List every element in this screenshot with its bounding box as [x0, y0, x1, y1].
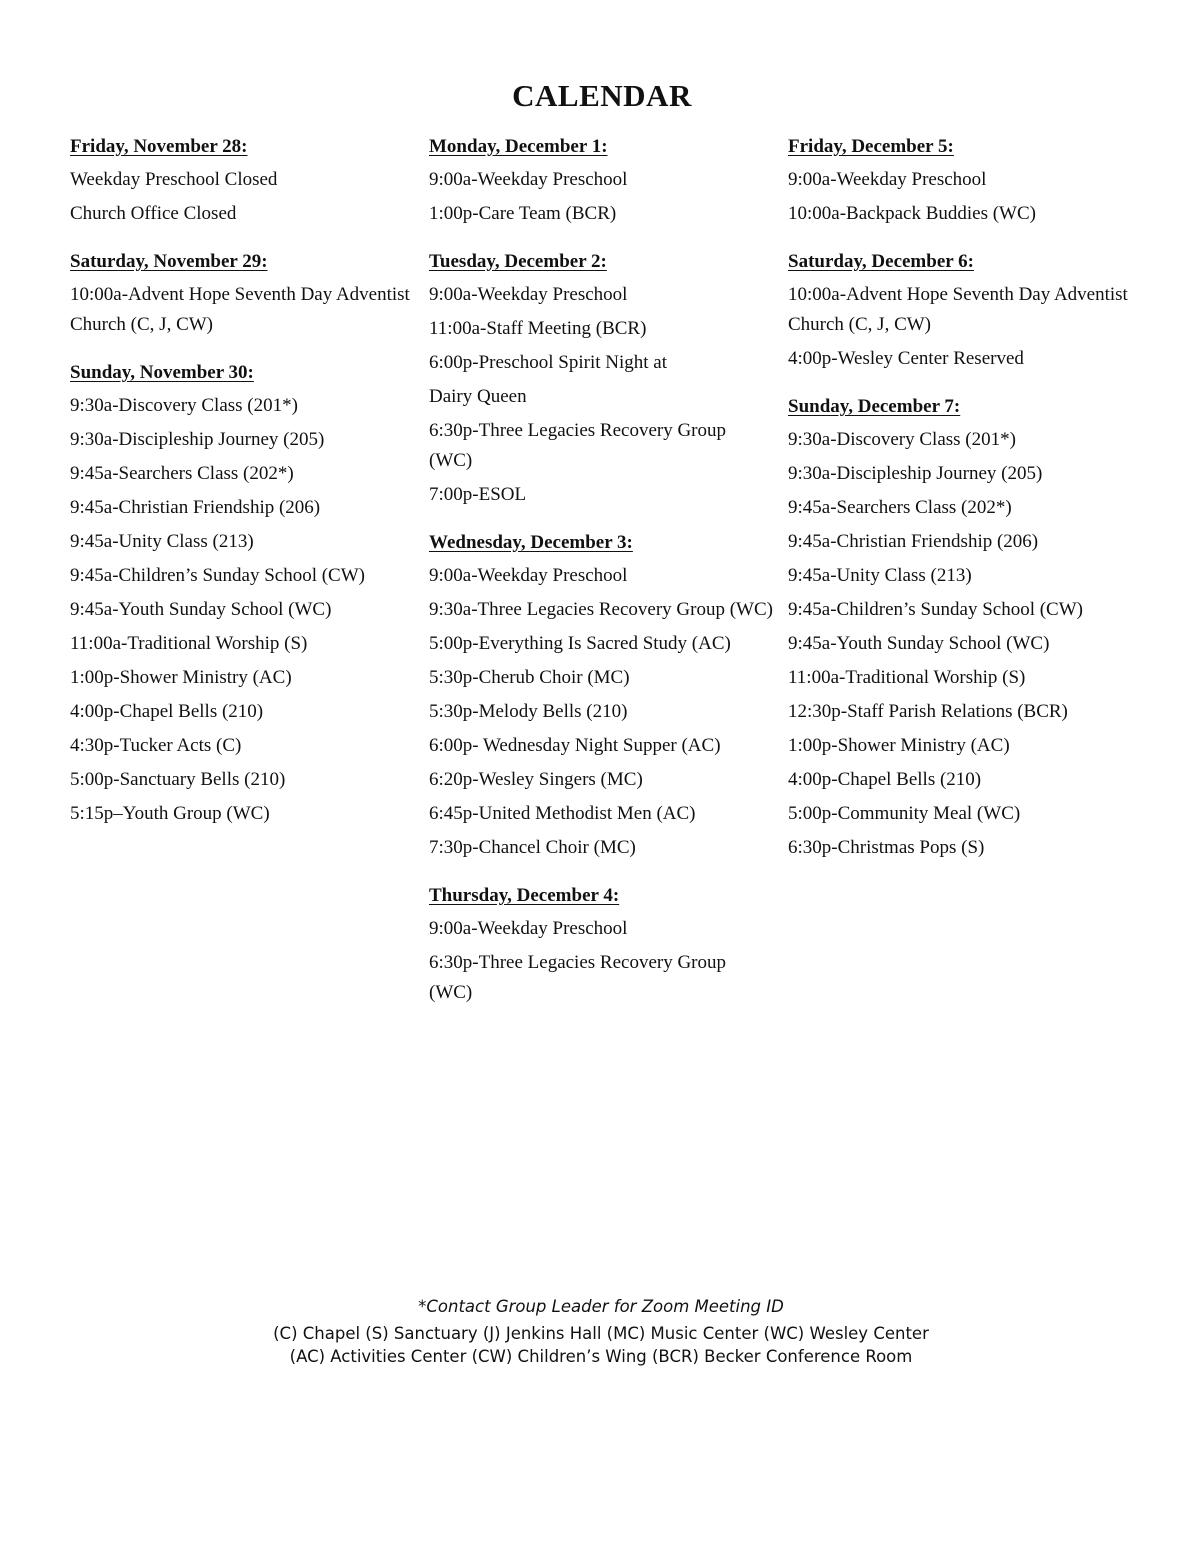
event-item: 9:45a-Children’s Sunday School (CW) [70, 565, 365, 586]
day-block [70, 247, 410, 340]
event-item: 9:30a-Discipleship Journey (205) [788, 463, 1043, 484]
location-legend-line-1: (C) Chapel (S) Sanctuary (J) Jenkins Hall (MC) Music Center (WC) Wesley Center [273, 1324, 929, 1343]
event-item: 7:30p-Chancel Choir (MC) [429, 837, 636, 858]
event-item: 4:00p-Chapel Bells (210) [70, 701, 264, 722]
day-block [429, 528, 774, 863]
event-item: 9:00a-Weekday Preschool [429, 918, 628, 939]
event-item: 10:00a-Backpack Buddies (WC) [788, 203, 1036, 224]
event-item: 9:45a-Searchers Class (202*) [70, 463, 294, 484]
event-item: 9:45a-Children’s Sunday School (CW) [788, 599, 1083, 620]
day-block [429, 132, 774, 229]
event-item: 9:00a-Weekday Preschool [788, 169, 987, 190]
event-item: 9:45a-Searchers Class (202*) [788, 497, 1012, 518]
event-item: 9:00a-Weekday Preschool [429, 565, 628, 586]
event-item: 9:30a-Discipleship Journey (205) [70, 429, 325, 450]
event-item: 4:00p-Wesley Center Reserved [788, 348, 1024, 369]
event-item: 5:15p–Youth Group (WC) [70, 803, 270, 824]
day-heading: Sunday, December 7: [788, 396, 961, 417]
day-block [70, 358, 410, 829]
day-heading: Friday, November 28: [70, 136, 248, 157]
event-item: 9:45a-Unity Class (213) [70, 531, 254, 552]
event-item: 9:45a-Youth Sunday School (WC) [788, 633, 1050, 654]
event-item: Church Office Closed [70, 203, 237, 224]
event-item: 11:00a-Staff Meeting (BCR) [429, 318, 647, 339]
day-block [788, 392, 1138, 863]
event-item: 12:30p-Staff Parish Relations (BCR) [788, 701, 1068, 722]
day-block [429, 881, 774, 1008]
event-item: 4:30p-Tucker Acts (C) [70, 735, 242, 756]
calendar-column-1 [70, 132, 410, 847]
event-item: 10:00a-Advent Hope Seventh Day Adventist Church (C, J, CW) [788, 284, 1128, 335]
event-item: 6:30p-Three Legacies Recovery Group (WC) [429, 952, 727, 1003]
event-item: 10:00a-Advent Hope Seventh Day Adventist Church (C, J, CW) [70, 284, 410, 335]
day-block [429, 247, 774, 510]
page-title: CALENDAR [512, 78, 692, 113]
day-heading: Friday, December 5: [788, 136, 954, 157]
event-item: Weekday Preschool Closed [70, 169, 278, 190]
event-item: 9:30a-Discovery Class (201*) [70, 395, 298, 416]
event-item: 9:30a-Three Legacies Recovery Group (WC) [429, 599, 773, 620]
event-item: 6:20p-Wesley Singers (MC) [429, 769, 643, 790]
day-block [788, 132, 1138, 229]
event-item: 6:00p- Wednesday Night Supper (AC) [429, 735, 721, 756]
event-item: 5:30p-Melody Bells (210) [429, 701, 628, 722]
day-heading: Tuesday, December 2: [429, 251, 607, 272]
event-item: 5:00p-Sanctuary Bells (210) [70, 769, 286, 790]
day-heading: Saturday, December 6: [788, 251, 974, 272]
day-heading: Sunday, November 30: [70, 362, 254, 383]
day-heading: Monday, December 1: [429, 136, 608, 157]
event-item: 9:00a-Weekday Preschool [429, 169, 628, 190]
event-item: 9:45a-Unity Class (213) [788, 565, 972, 586]
calendar-column-2 [429, 132, 774, 1026]
event-item: 5:00p-Community Meal (WC) [788, 803, 1021, 824]
event-item: 11:00a-Traditional Worship (S) [788, 667, 1026, 688]
event-item: 9:45a-Youth Sunday School (WC) [70, 599, 332, 620]
event-item: 6:30p-Christmas Pops (S) [788, 837, 985, 858]
day-heading: Saturday, November 29: [70, 251, 268, 272]
event-item: 6:30p-Three Legacies Recovery Group (WC) [429, 420, 727, 471]
event-item: 9:00a-Weekday Preschool [429, 284, 628, 305]
event-item: 5:30p-Cherub Choir (MC) [429, 667, 630, 688]
event-item: 4:00p-Chapel Bells (210) [788, 769, 982, 790]
event-item: 5:00p-Everything Is Sacred Study (AC) [429, 633, 731, 654]
event-item: 1:00p-Shower Ministry (AC) [788, 735, 1010, 756]
event-item: 6:00p-Preschool Spirit Night at [429, 352, 668, 373]
event-item: 6:45p-United Methodist Men (AC) [429, 803, 696, 824]
event-item: 1:00p-Care Team (BCR) [429, 203, 617, 224]
zoom-footnote: *Contact Group Leader for Zoom Meeting ID [418, 1297, 784, 1316]
event-item: 9:30a-Discovery Class (201*) [788, 429, 1016, 450]
event-item: 7:00p-ESOL [429, 484, 527, 505]
calendar-column-3 [788, 132, 1138, 881]
day-block [70, 132, 410, 229]
event-item: Dairy Queen [429, 386, 527, 407]
event-item: 9:45a-Christian Friendship (206) [788, 531, 1039, 552]
day-heading: Wednesday, December 3: [429, 532, 633, 553]
event-item: 11:00a-Traditional Worship (S) [70, 633, 308, 654]
location-legend-line-2: (AC) Activities Center (CW) Children’s Wing (BCR) Becker Conference Room [289, 1347, 913, 1366]
day-heading: Thursday, December 4: [429, 885, 620, 906]
day-block [788, 247, 1138, 374]
event-item: 9:45a-Christian Friendship (206) [70, 497, 321, 518]
event-item: 1:00p-Shower Ministry (AC) [70, 667, 292, 688]
